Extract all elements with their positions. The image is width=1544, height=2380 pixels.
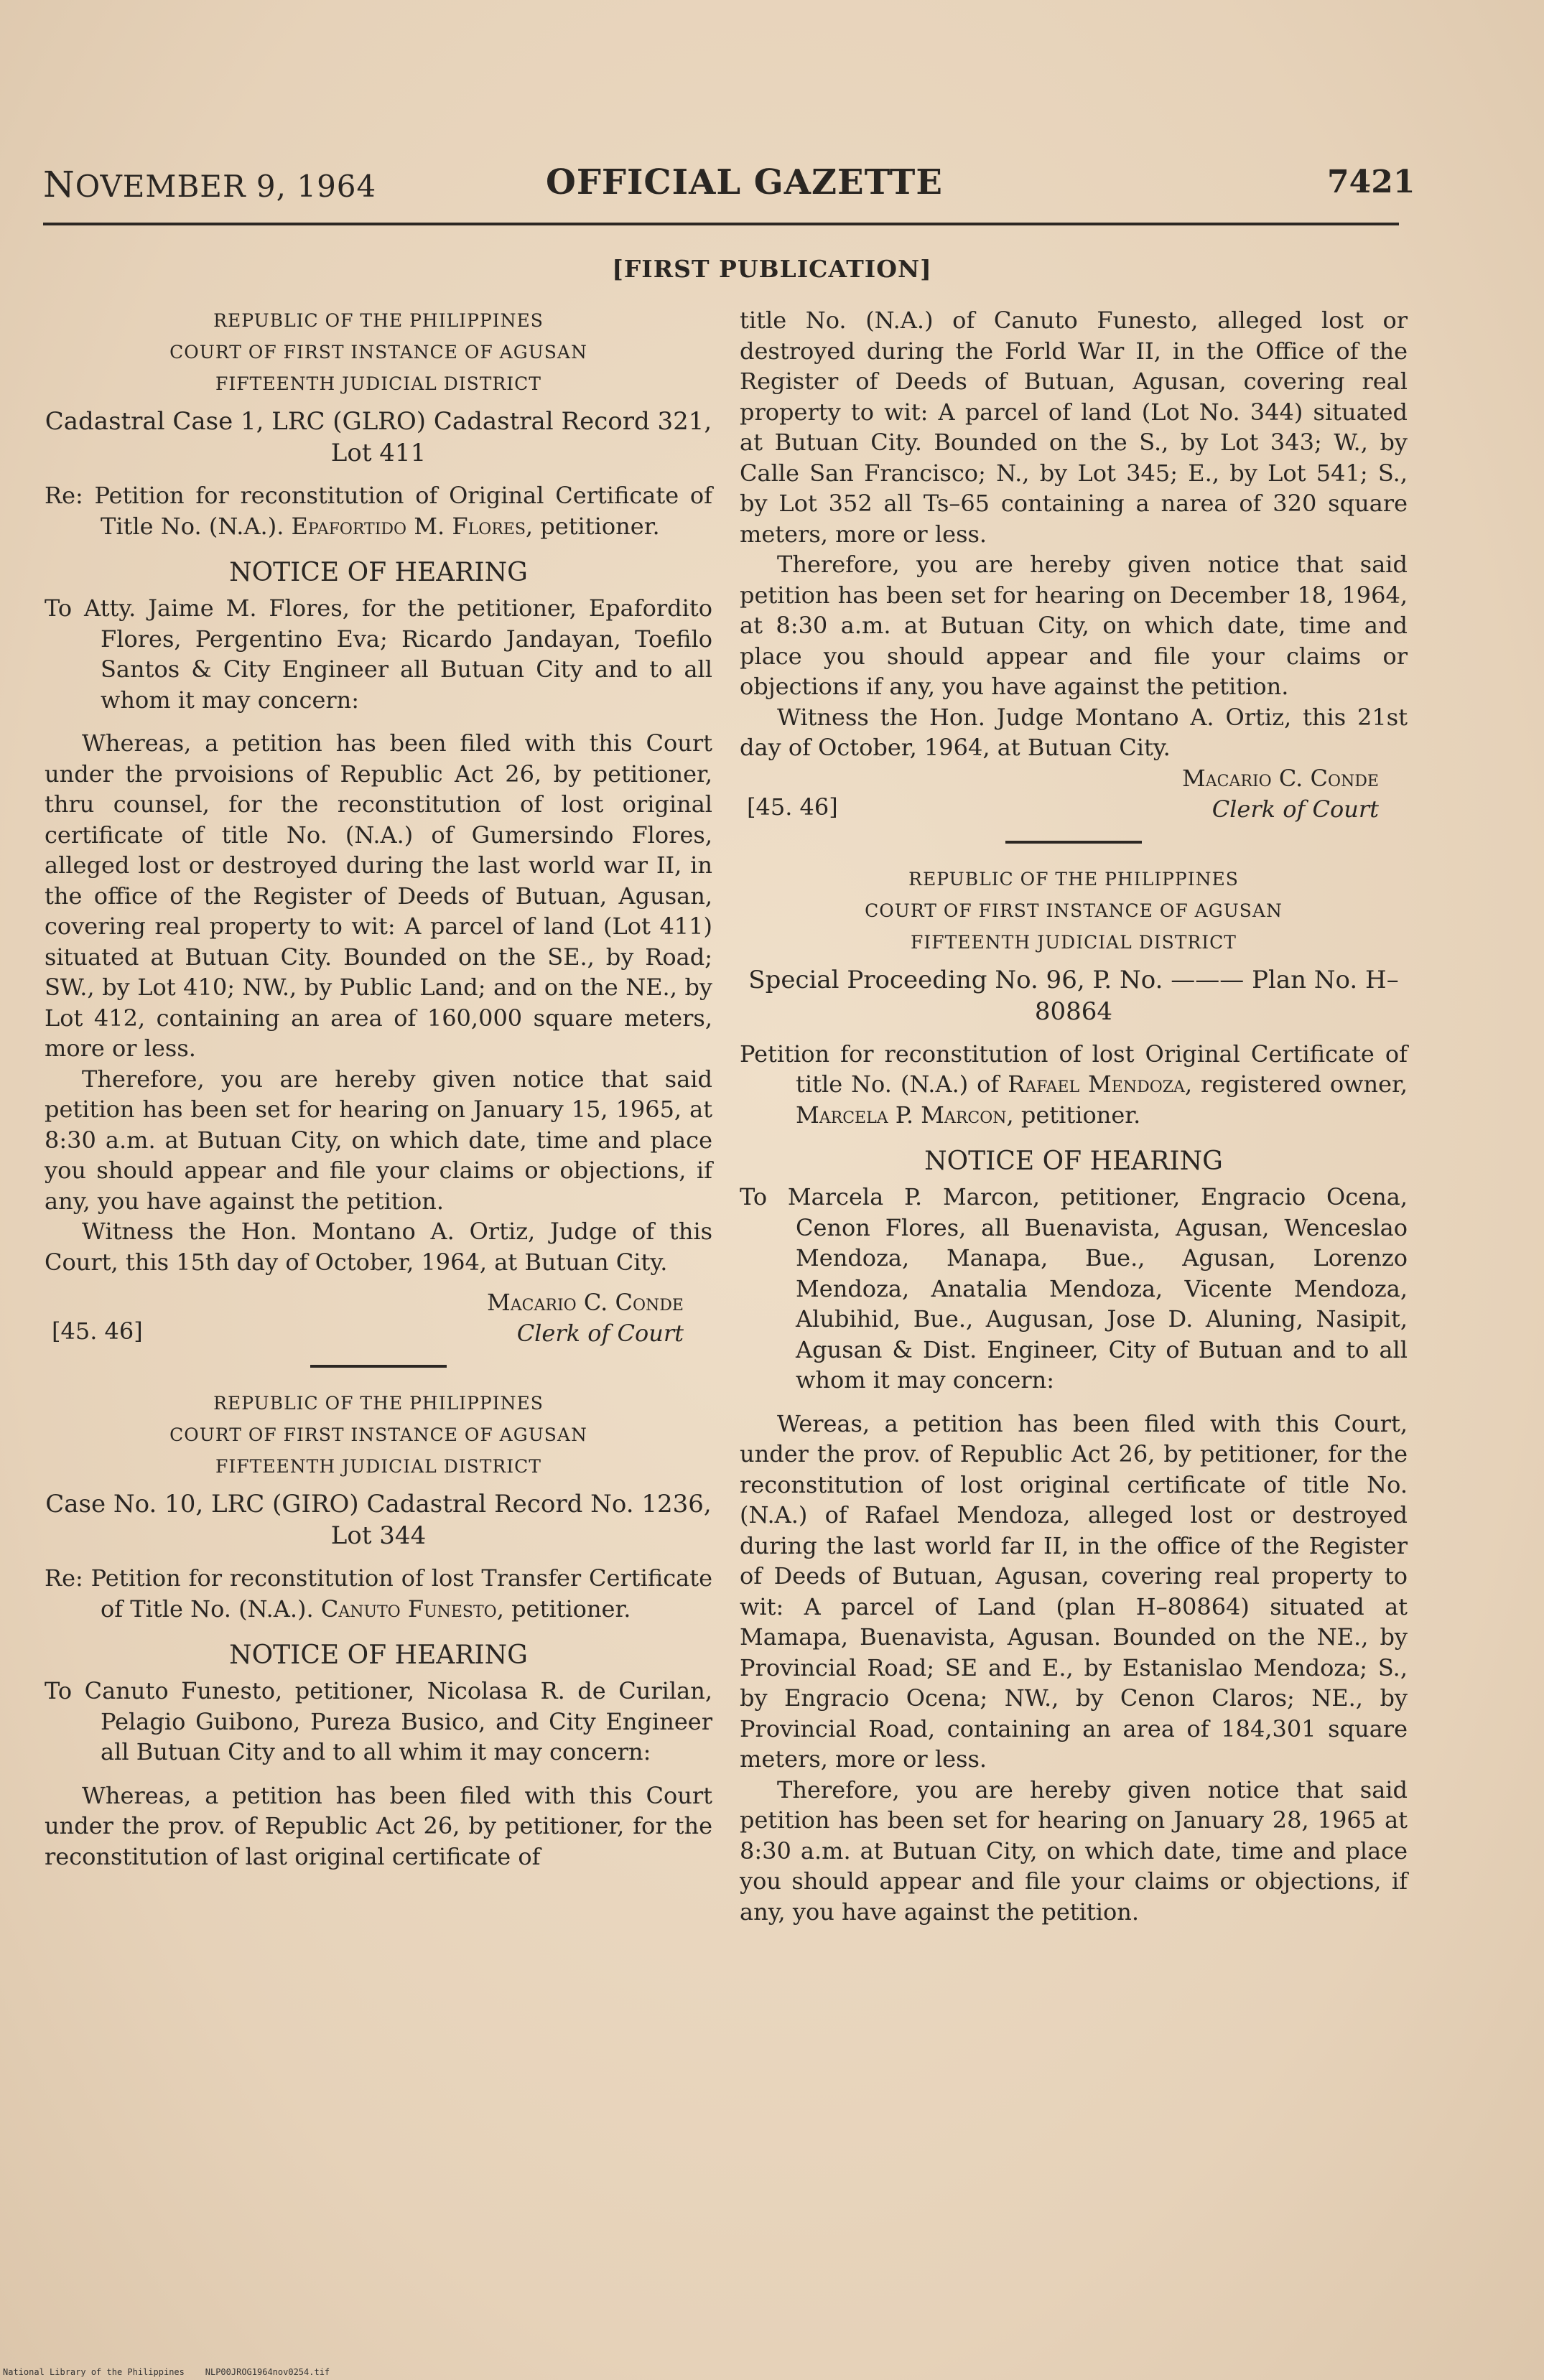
- page-number: 7421: [1327, 164, 1415, 200]
- signer-title: Clerk of Court: [516, 1320, 684, 1347]
- header-rule: [43, 223, 1399, 225]
- re-line: Petition for reconstitution of lost Original Certificate of title No. (N.A.) of Rafael Mendoza, registered owner, Marcela P. Marcon, petitioner.: [740, 1040, 1408, 1129]
- therefore-paragraph: Therefore, you are hereby given notice that said petition has been set for hearing on December 18, 1964, at 8:30 a.m. at Butuan City, on which date, time and place you should appear and file your claims or objections if any, you have against the petition.: [740, 551, 1408, 700]
- case-title: Special Proceeding No. 96, P. No. ——— Plan No. H–80864: [748, 965, 1399, 1026]
- therefore-paragraph: Therefore, you are hereby given notice that said petition has been set for hearing on January 15, 1965, at 8:30 a.m. at Butuan City, on which date, time and place you should appear and file your claims or objections, if any, you have against the petition.: [45, 1065, 712, 1215]
- case-title: Case No. 10, LRC (GIRO) Cadastral Record No. 1236, Lot 344: [45, 1490, 712, 1550]
- addressees: To Marcela P. Marcon, petitioner, Engracio Ocena, Cenon Flores, all Buenavista, Agusan, Wenceslao Mendoza, Manapa, Bue., Agusan, Lorenzo Mendoza, Anatalia Mendoza, Vicente Mendoza, Alubihid, Bue., Augusan, Jose D. Aluning, Nasipit, Agusan & Dist. Engineer, City of Butuan and to all whom it may concern:: [740, 1183, 1408, 1394]
- left-column: [45, 305, 712, 1872]
- notice-heading: NOTICE OF HEARING: [229, 558, 528, 587]
- section-separator: [310, 1365, 447, 1368]
- section-separator: [1005, 841, 1142, 844]
- notice-code: [45. 46]: [52, 1317, 143, 1345]
- whereas-paragraph: Whereas, a petition has been filed with this Court under the prov. of Republic Act 26, by petitioner, for the reconstitution of last original certificate of: [45, 1781, 712, 1870]
- signature-block: [45, 1287, 712, 1349]
- whereas-paragraph: Whereas, a petition has been filed with this Court under the prvoisions of Republic Act 26, by petitioner, thru counsel, for the reconstitution of lost original certificate of title No. (N.A.) of Gumersindo Flores, alleged lost or destroyed during the last world war II, in the office of the Register of Deeds of Butuan, Agusan, covering real property to wit: A parcel of land (Lot 411) situated at Butuan City. Bounded on the SE., by Road; SW., by Lot 410; NW., by Public Land; and on the NE., by Lot 412, containing an area of 160,000 square meters, more or less.: [45, 729, 712, 1062]
- signer-name: Macario C. Conde: [487, 1289, 684, 1316]
- whereas-paragraph-continued: title No. (N.A.) of Canuto Funesto, alleged lost or destroyed during the Forld War II, in the Office of the Register of Deeds of Butuan, Agusan, covering real property to wit: A parcel of land (Lot No. 344) situated at Butuan City. Bounded on the S., by Lot 343; W., by Calle San Francisco; N., by Lot 345; E., by Lot 541; S., by Lot 352 all Ts–65 containing a narea of 320 square meters, more or less.: [740, 307, 1408, 548]
- addressees: To Atty. Jaime M. Flores, for the petitioner, Epafordito Flores, Pergentino Eva; Ricardo Jandayan, Toefilo Santos & City Engineer all Butuan City and to all whom it may concern:: [45, 594, 712, 714]
- court-heading: REPUBLIC OF THE PHILIPPINES COURT OF FIRST INSTANCE OF AGUSAN FIFTEENTH JUDICIAL DISTRICT: [169, 310, 587, 394]
- right-column: [740, 305, 1408, 1927]
- signer-title: Clerk of Court: [1212, 795, 1379, 823]
- signature-block: [740, 763, 1408, 825]
- witness-paragraph: Witness the Hon. Judge Montano A. Ortiz, this 21st day of October, 1964, at Butuan City.: [740, 703, 1408, 761]
- notice-heading: NOTICE OF HEARING: [229, 1641, 528, 1670]
- issue-date: NOVEMBER 9, 1964: [43, 164, 377, 205]
- scan-footer: National Library of the Philippines NLP00JROG1964nov0254.tif: [3, 2367, 330, 2377]
- re-line: Re: Petition for reconstitution of lost Transfer Certificate of Title No. (N.A.). Canuto Funesto, petitioner.: [45, 1564, 712, 1623]
- publication-title: OFFICIAL GAZETTE: [546, 162, 943, 202]
- re-line: Re: Petition for reconstitution of Original Certificate of Title No. (N.A.). Epafortido M. Flores, petitioner.: [45, 482, 712, 540]
- court-heading: REPUBLIC OF THE PHILIPPINES COURT OF FIRST INSTANCE OF AGUSAN FIFTEENTH JUDICIAL DISTRICT: [169, 1393, 587, 1477]
- case-title: Cadastral Case 1, LRC (GLRO) Cadastral Record 321, Lot 411: [45, 407, 712, 467]
- publication-label: [FIRST PUBLICATION]: [612, 255, 932, 283]
- court-heading: REPUBLIC OF THE PHILIPPINES COURT OF FIRST INSTANCE OF AGUSAN FIFTEENTH JUDICIAL DISTRICT: [865, 868, 1283, 953]
- addressees: To Canuto Funesto, petitioner, Nicolasa R. de Curilan, Pelagio Guibono, Pureza Busico, and City Engineer all Butuan City and to all whim it may concern:: [45, 1677, 712, 1765]
- notice-code: [45. 46]: [747, 793, 838, 821]
- therefore-paragraph: Therefore, you are hereby given notice that said petition has been set for hearing on January 28, 1965 at 8:30 a.m. at Butuan City, on which date, time and place you should appear and file your claims or objections, if any, you have against the petition.: [740, 1775, 1408, 1926]
- notice-heading: NOTICE OF HEARING: [924, 1147, 1223, 1176]
- witness-paragraph: Witness the Hon. Montano A. Ortiz, Judge of this Court, this 15th day of October, 1964, at Butuan City.: [45, 1218, 712, 1276]
- signer-name: Macario C. Conde: [1182, 764, 1379, 792]
- whereas-paragraph: Wereas, a petition has been filed with this Court, under the prov. of Republic Act 26, by petitioner, for the reconstitution of lost original certificate of title No. (N.A.) of Rafael Mendoza, alleged lost or destroyed during the last world far II, in the office of the Register of Deeds of Butuan, Agusan, covering real property to wit: A parcel of Land (plan H–80864) situated at Mamapa, Buenavista, Agusan. Bounded on the NE., by Provincial Road; SE and E., by Estanislao Mendoza; S., by Engracio Ocena; NW., by Cenon Claros; NE., by Provincial Road, containing an area of 184,301 square meters, more or less.: [740, 1409, 1408, 1773]
